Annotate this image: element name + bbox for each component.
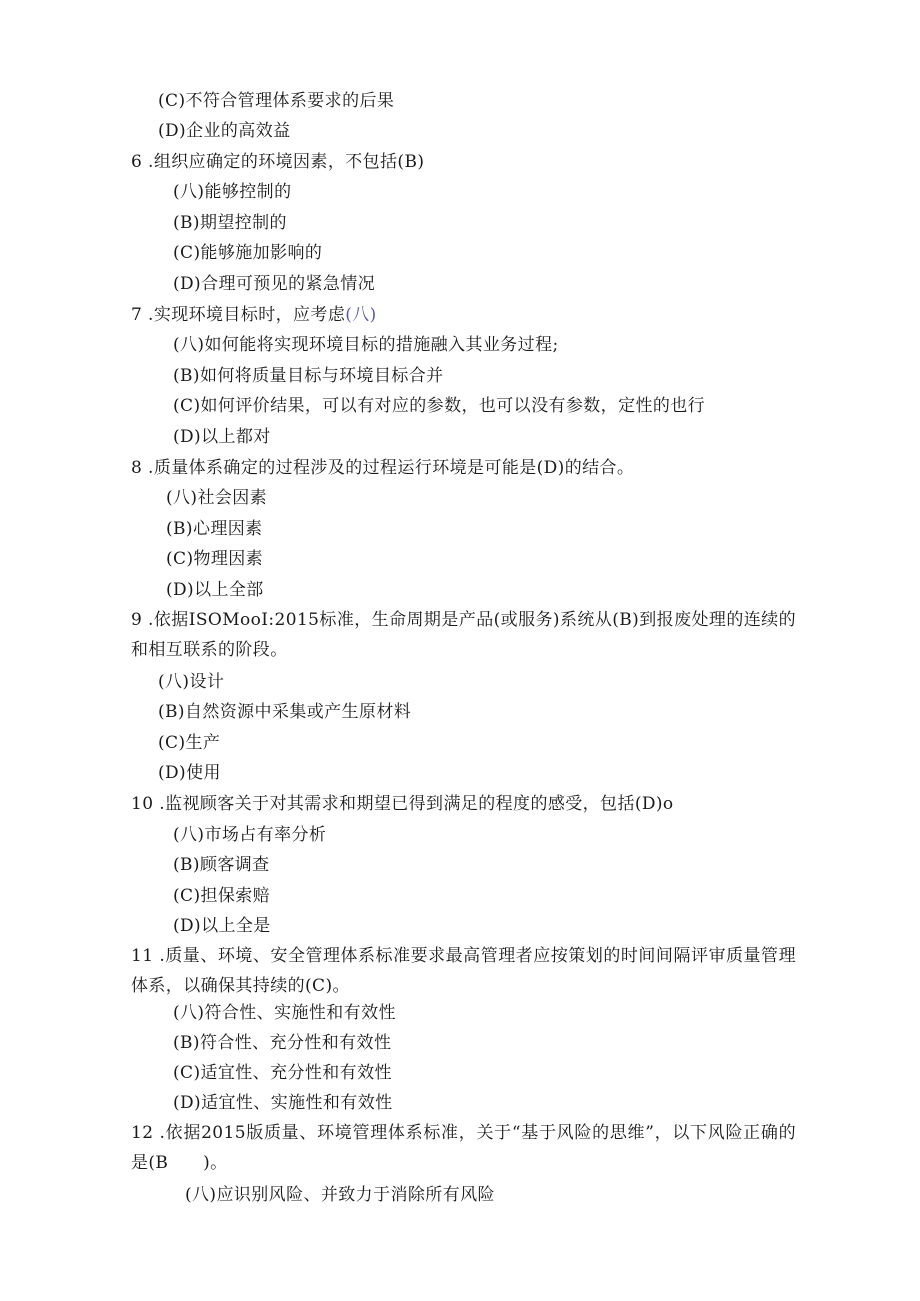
q8-option-d: (D)以上全部	[166, 580, 264, 600]
q9-option-b: (B)自然资源中采集或产生原材料	[158, 702, 412, 722]
q6-stem: 6 .组织应确定的环境因素，不包括(B)	[131, 152, 425, 172]
q7-option-a: (八)如何能将实现环境目标的措施融入其业务过程;	[173, 335, 559, 355]
q7-option-c: (C)如何评价结果，可以有对应的参数，也可以没有参数，定性的也行	[173, 396, 706, 416]
q8-option-a: (八)社会因素	[166, 488, 268, 508]
q11-option-a: (八)符合性、实施性和有效性	[173, 1003, 396, 1023]
q8-stem: 8 .质量体系确定的过程涉及的过程运行环境是可能是(D)的结合。	[131, 458, 635, 478]
q7-option-d: (D)以上都对	[173, 427, 271, 447]
q6-option-b: (B)期望控制的	[173, 213, 287, 233]
q7-stem: 7 .实现环境目标时，应考虑	[131, 305, 346, 325]
q11-option-d: (D)适宜性、实施性和有效性	[173, 1093, 393, 1113]
q10-option-a: (八)市场占有率分析	[173, 825, 327, 845]
q10-option-c: (C)担保索赔	[173, 886, 271, 906]
q9-option-d: (D)使用	[158, 763, 221, 783]
q11-stem: 11 .质量、环境、安全管理体系标准要求最高管理者应按策划的时间间隔评审质量管理体系，以确保其持续的(C)。	[131, 946, 796, 996]
q7-option-b: (B)如何将质量目标与环境目标合并	[173, 366, 444, 386]
q9-option-a: (八)设计	[158, 672, 225, 692]
q5-option-d: (D)企业的高效益	[158, 121, 291, 141]
q12-option-a: (八)应识别风险、并致力于消除所有风险	[185, 1185, 495, 1205]
q7-answer: (八)	[345, 305, 377, 325]
q12-stem: 12 .依据2015版质量、环境管理体系标准，关于“基于风险的思维”，以下风险正确的是(B )。	[131, 1123, 796, 1173]
q9-stem: 9 .依据ISOMooI:2015标准，生命周期是产品(或服务)系统从(B)到报废处理的连续的和相互联系的阶段。	[131, 610, 796, 660]
q10-option-d: (D)以上全是	[173, 916, 271, 936]
q10-option-b: (B)顾客调查	[173, 855, 270, 875]
q6-option-c: (C)能够施加影响的	[173, 243, 323, 263]
q8-option-c: (C)物理因素	[166, 549, 264, 569]
q6-option-a: (八)能够控制的	[173, 182, 292, 202]
q5-option-c: (C)不符合管理体系要求的后果	[158, 91, 395, 111]
q11-option-b: (B)符合性、充分性和有效性	[173, 1033, 392, 1053]
q8-option-b: (B)心理因素	[166, 519, 263, 539]
q10-stem: 10 .监视顾客关于对其需求和期望已得到满足的程度的感受，包括(D)o	[131, 794, 674, 814]
q11-option-c: (C)适宜性、充分性和有效性	[173, 1063, 392, 1083]
q9-option-c: (C)生产	[158, 733, 221, 753]
q6-option-d: (D)合理可预见的紧急情况	[173, 274, 376, 294]
q7-stem-line	[131, 304, 377, 326]
